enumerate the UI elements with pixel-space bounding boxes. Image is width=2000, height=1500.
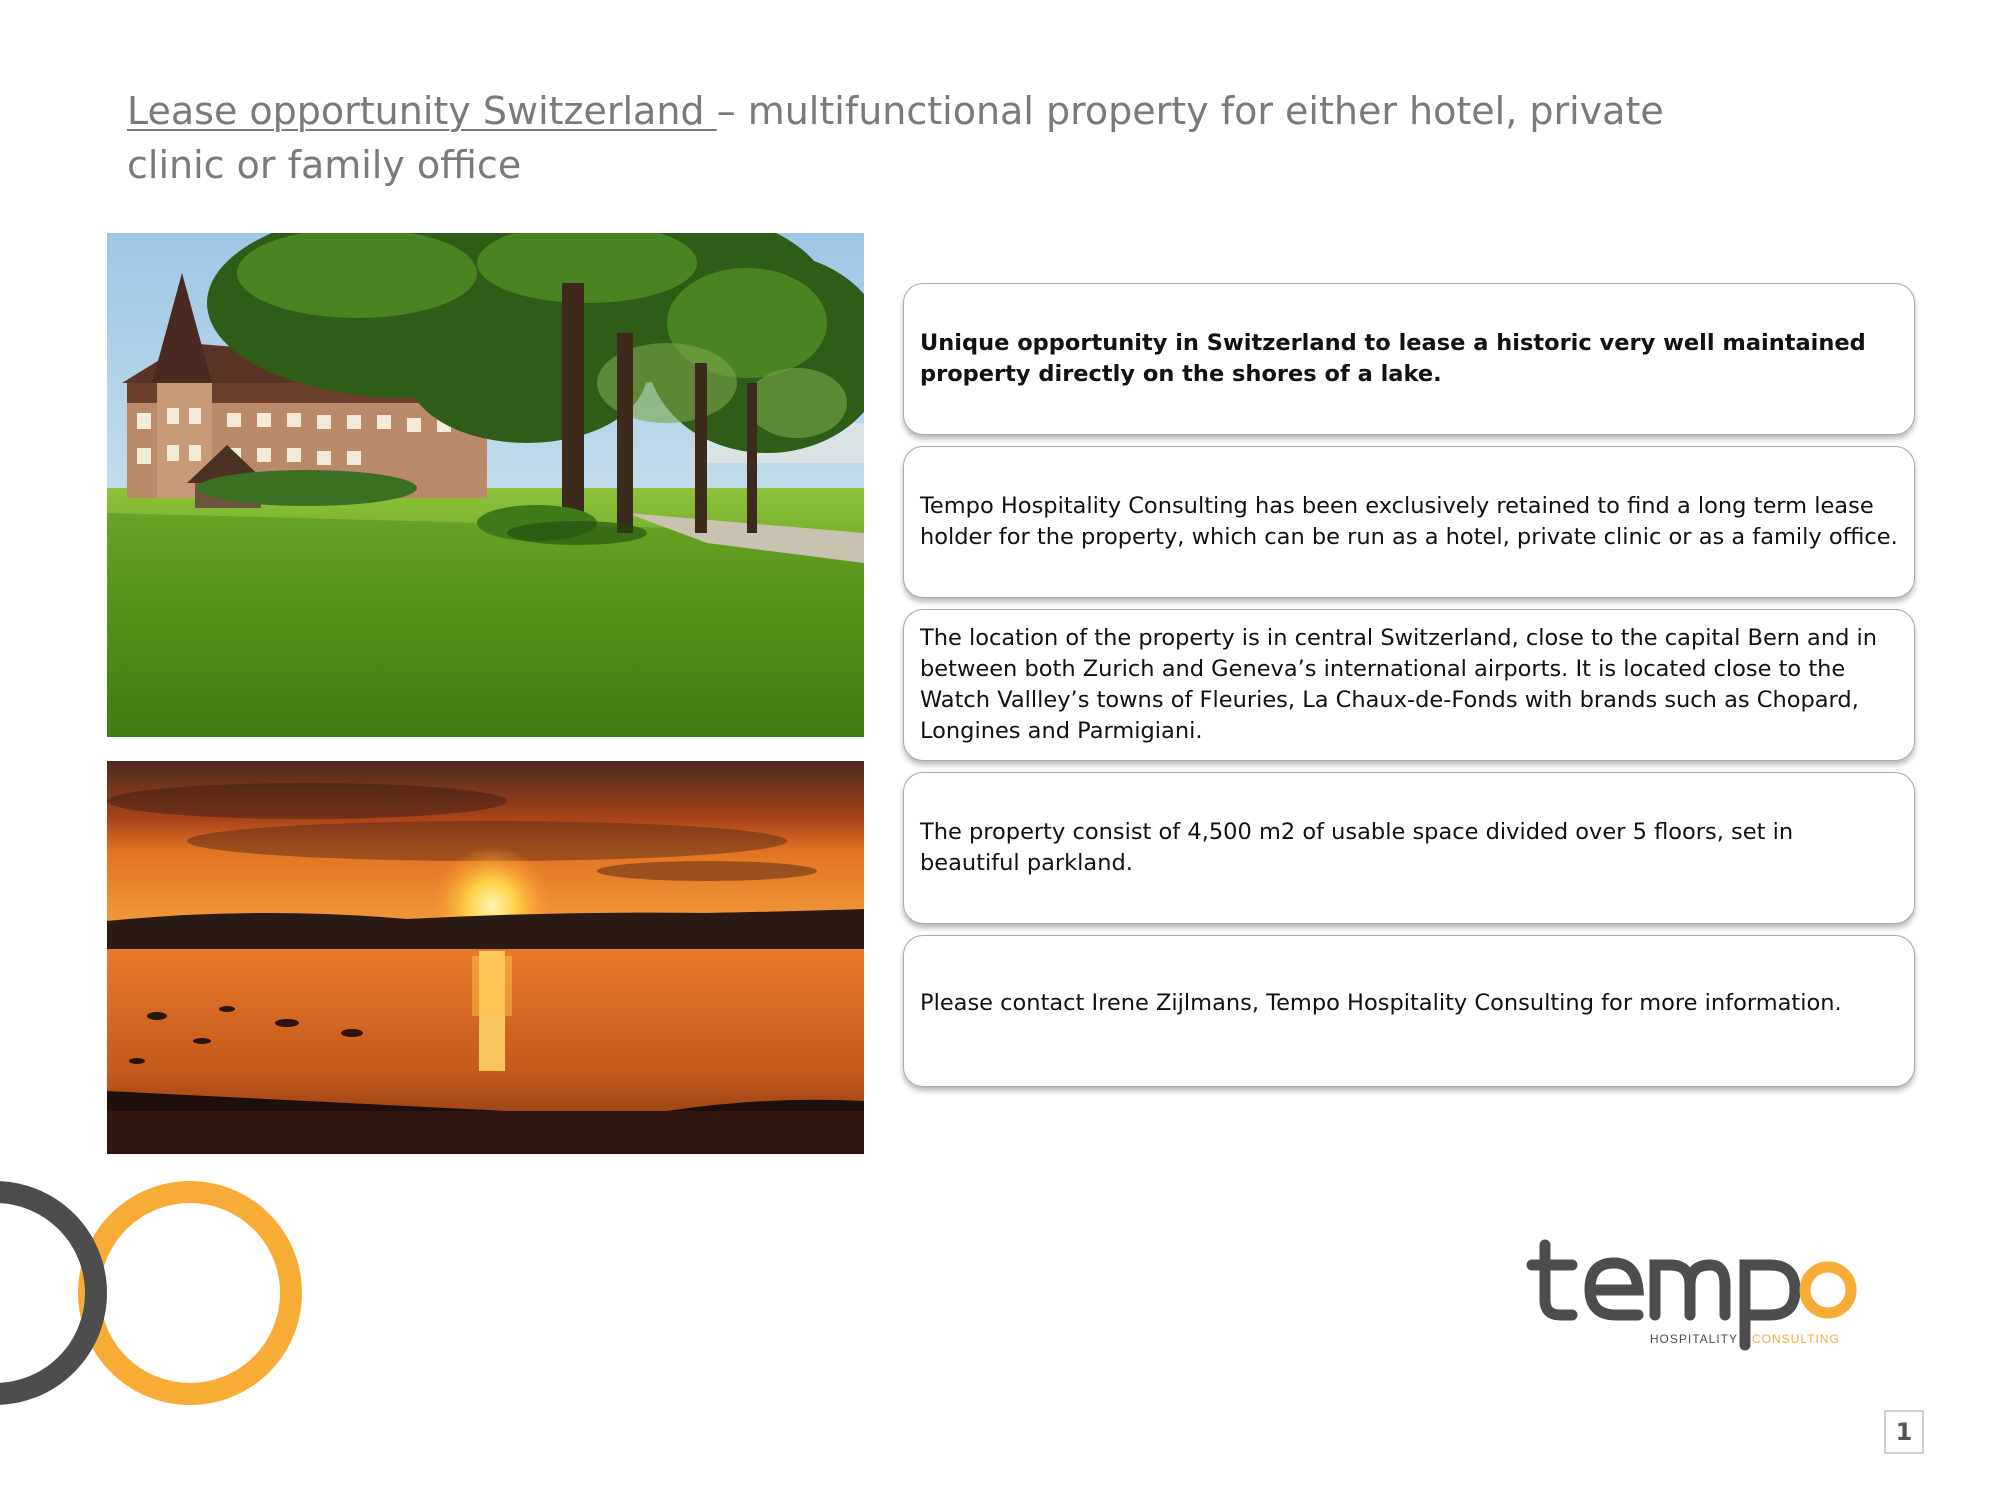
page-number: 1 bbox=[1884, 1410, 1924, 1454]
tempo-logo bbox=[1530, 1235, 1860, 1360]
info-box-text: The location of the property is in central Switzerland, close to the capital Bern and in between both Zurich and Geneva’s international airports. It is located close to the Watch Vallley’s towns of Fleuries, La Chaux-de-Fonds with brands such as Chopard, Longines and Parmigiani. bbox=[920, 625, 1878, 744]
decorative-rings-icon bbox=[0, 1165, 320, 1425]
info-box-contact bbox=[903, 935, 1915, 1087]
title-rest: – multifunctional property for either hotel, private clinic or family office bbox=[127, 89, 1664, 187]
lake-sunset-photo bbox=[107, 761, 864, 1154]
info-box-location bbox=[903, 609, 1915, 761]
info-box-retained bbox=[903, 446, 1915, 598]
hotel-lakeside-photo bbox=[107, 233, 864, 737]
title-underlined: Lease opportunity Switzerland bbox=[127, 89, 717, 133]
info-box-text: Unique opportunity in Switzerland to lease a historic very well maintained property directly on the shores of a lake. bbox=[920, 330, 1866, 387]
info-box-space bbox=[903, 772, 1915, 924]
info-box-text: The property consist of 4,500 m2 of usable space divided over 5 floors, set in beautiful parkland. bbox=[920, 819, 1794, 876]
info-box-headline bbox=[903, 283, 1915, 435]
info-box-text: Tempo Hospitality Consulting has been exclusively retained to find a long term lease holder for the property, which can be run as a hotel, private clinic or as a family office. bbox=[920, 493, 1898, 550]
logo-sub-left: HOSPITALITY bbox=[1649, 1332, 1738, 1346]
info-box-text: Please contact Irene Zijlmans, Tempo Hospitality Consulting for more information. bbox=[920, 990, 1842, 1016]
page-title bbox=[127, 84, 1727, 192]
logo-sub-right: CONSULTING bbox=[1752, 1332, 1840, 1346]
